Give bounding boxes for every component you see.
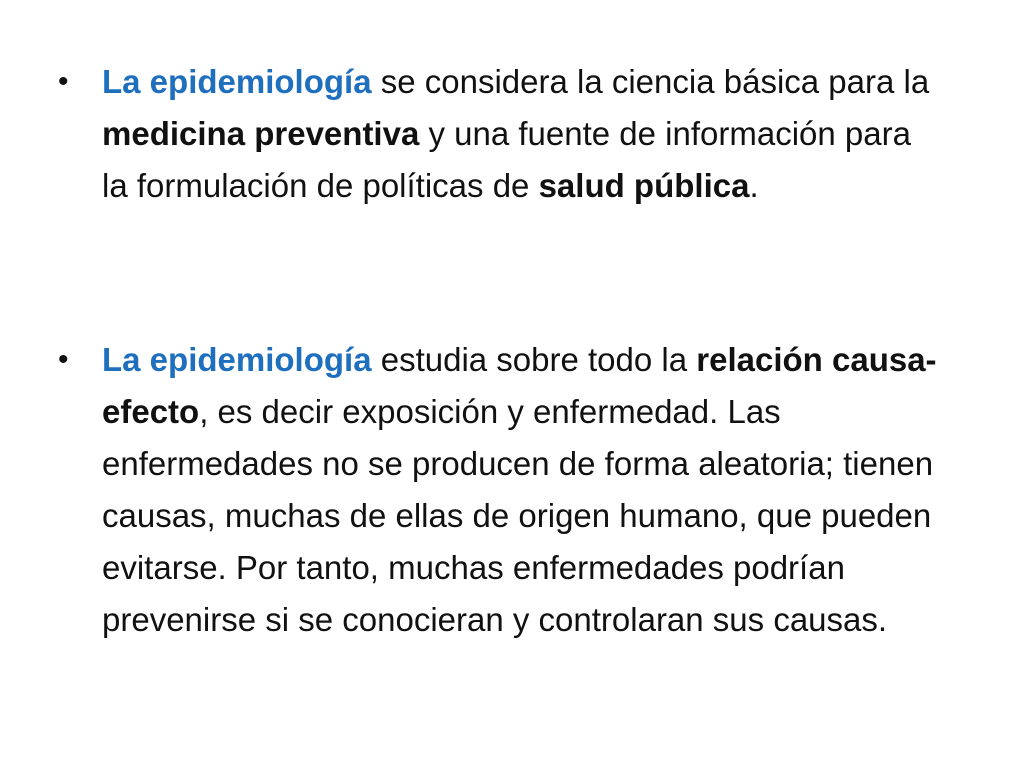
bold-term: salud pública bbox=[538, 167, 750, 204]
body-text: se considera la ciencia básica para la bbox=[371, 63, 930, 100]
bullet-item bbox=[58, 56, 942, 212]
bullet-item bbox=[58, 334, 942, 646]
body-text: y una fuente de información para la formulación de políticas de bbox=[102, 115, 911, 204]
bullet-marker-icon: • bbox=[58, 65, 69, 98]
body-text: . bbox=[749, 167, 759, 204]
bullet-marker-icon: • bbox=[58, 343, 69, 376]
bold-term: relación causa-efecto bbox=[102, 341, 937, 430]
highlight-term: La epidemiología bbox=[102, 341, 372, 378]
body-text: , es decir exposición y enfermedad. Las enfermedades no se producen de forma aleatoria; tienen causas, muchas de ellas de origen humano, que pueden evitarse. Por tanto, muchas enfermedades podrían prevenirse si se conocieran y controlaran sus causas. bbox=[102, 393, 934, 638]
body-text: estudia sobre todo la bbox=[371, 341, 697, 378]
bold-term: medicina preventiva bbox=[102, 115, 420, 152]
highlight-term: La epidemiología bbox=[102, 63, 372, 100]
